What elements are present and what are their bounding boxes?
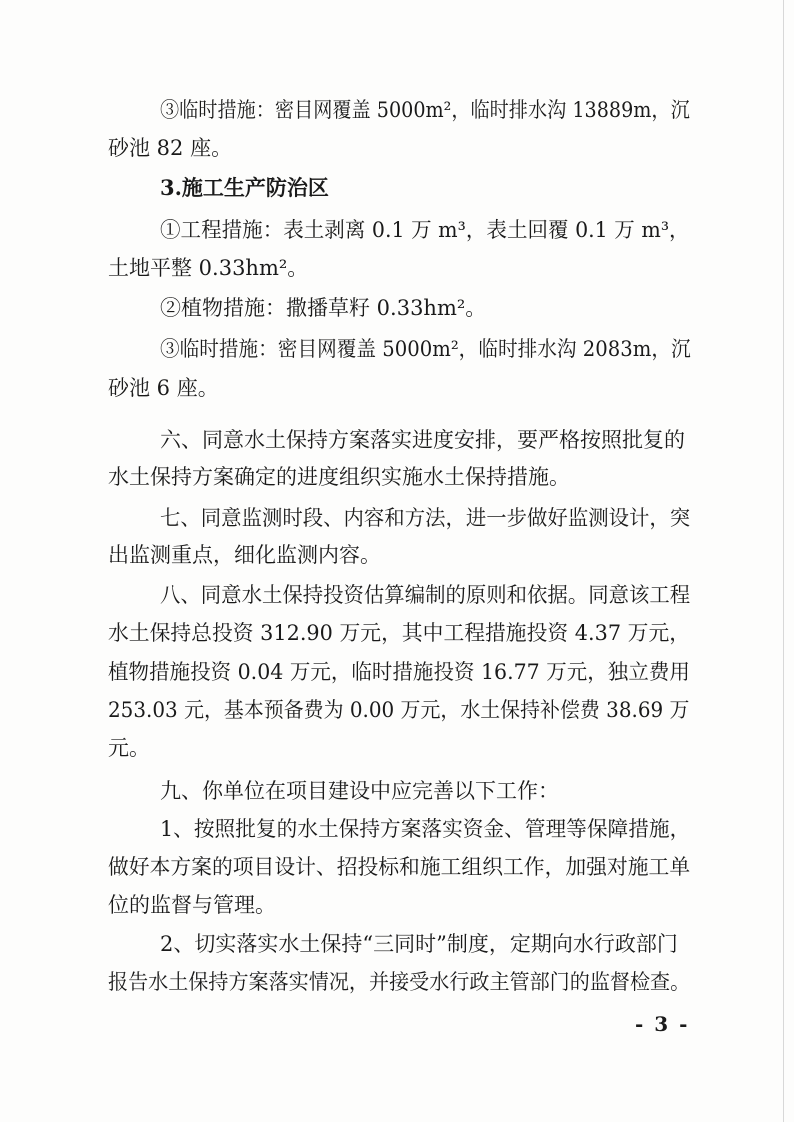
text-line: 位的监督与管理。 xyxy=(108,893,276,917)
text-line: ③临时措施：密目网覆盖 5000m²，临时排水沟 2083m，沉 xyxy=(160,337,691,361)
text-line: 砂池 6 座。 xyxy=(108,376,219,400)
page-number: - 3 - xyxy=(635,1012,690,1036)
text-line: 九、你单位在项目建设中应完善以下工作： xyxy=(160,779,559,803)
text-line: 做好本方案的项目设计、招投标和施工组织工作，加强对施工单 xyxy=(108,855,691,879)
page-edge-divider xyxy=(783,0,784,1122)
text-line: 1、按照批复的水土保持方案落实资金、管理等保障措施， xyxy=(160,817,691,841)
text-line: 253.03 元，基本预备费为 0.00 万元，水土保持补偿费 38.69 万 xyxy=(108,698,690,722)
text-line: 六、同意水土保持方案落实进度安排，要严格按照批复的 xyxy=(160,428,685,452)
text-line: ②植物措施：撒播草籽 0.33hm²。 xyxy=(160,296,487,320)
text-line: 七、同意监测时段、内容和方法，进一步做好监测设计，突 xyxy=(160,506,691,530)
text-line: 报告水土保持方案落实情况，并接受水行政主管部门的监督检查。 xyxy=(108,970,691,994)
section-heading: 3.施工生产防治区 xyxy=(160,175,329,200)
text-line: ①工程措施：表土剥离 0.1 万 m³，表土回覆 0.1 万 m³， xyxy=(160,218,690,242)
text-line: 水土保持方案确定的进度组织实施水土保持措施。 xyxy=(108,465,570,489)
text-line: 水土保持总投资 312.90 万元，其中工程措施投资 4.37 万元， xyxy=(108,621,691,645)
text-line: 2、切实落实水土保持“三同时”制度，定期向水行政部门 xyxy=(160,932,678,956)
text-line: 植物措施投资 0.04 万元，临时措施投资 16.77 万元，独立费用 xyxy=(108,660,690,684)
text-line: 砂池 82 座。 xyxy=(108,136,233,160)
text-line: 八、同意水土保持投资估算编制的原则和依据。同意该工程 xyxy=(160,583,691,607)
text-line: 土地平整 0.33hm²。 xyxy=(108,256,309,280)
text-line: ③临时措施：密目网覆盖 5000m²，临时排水沟 13889m，沉 xyxy=(160,98,690,122)
text-line: 元。 xyxy=(108,736,150,760)
text-line: 出监测重点，细化监测内容。 xyxy=(108,543,381,567)
